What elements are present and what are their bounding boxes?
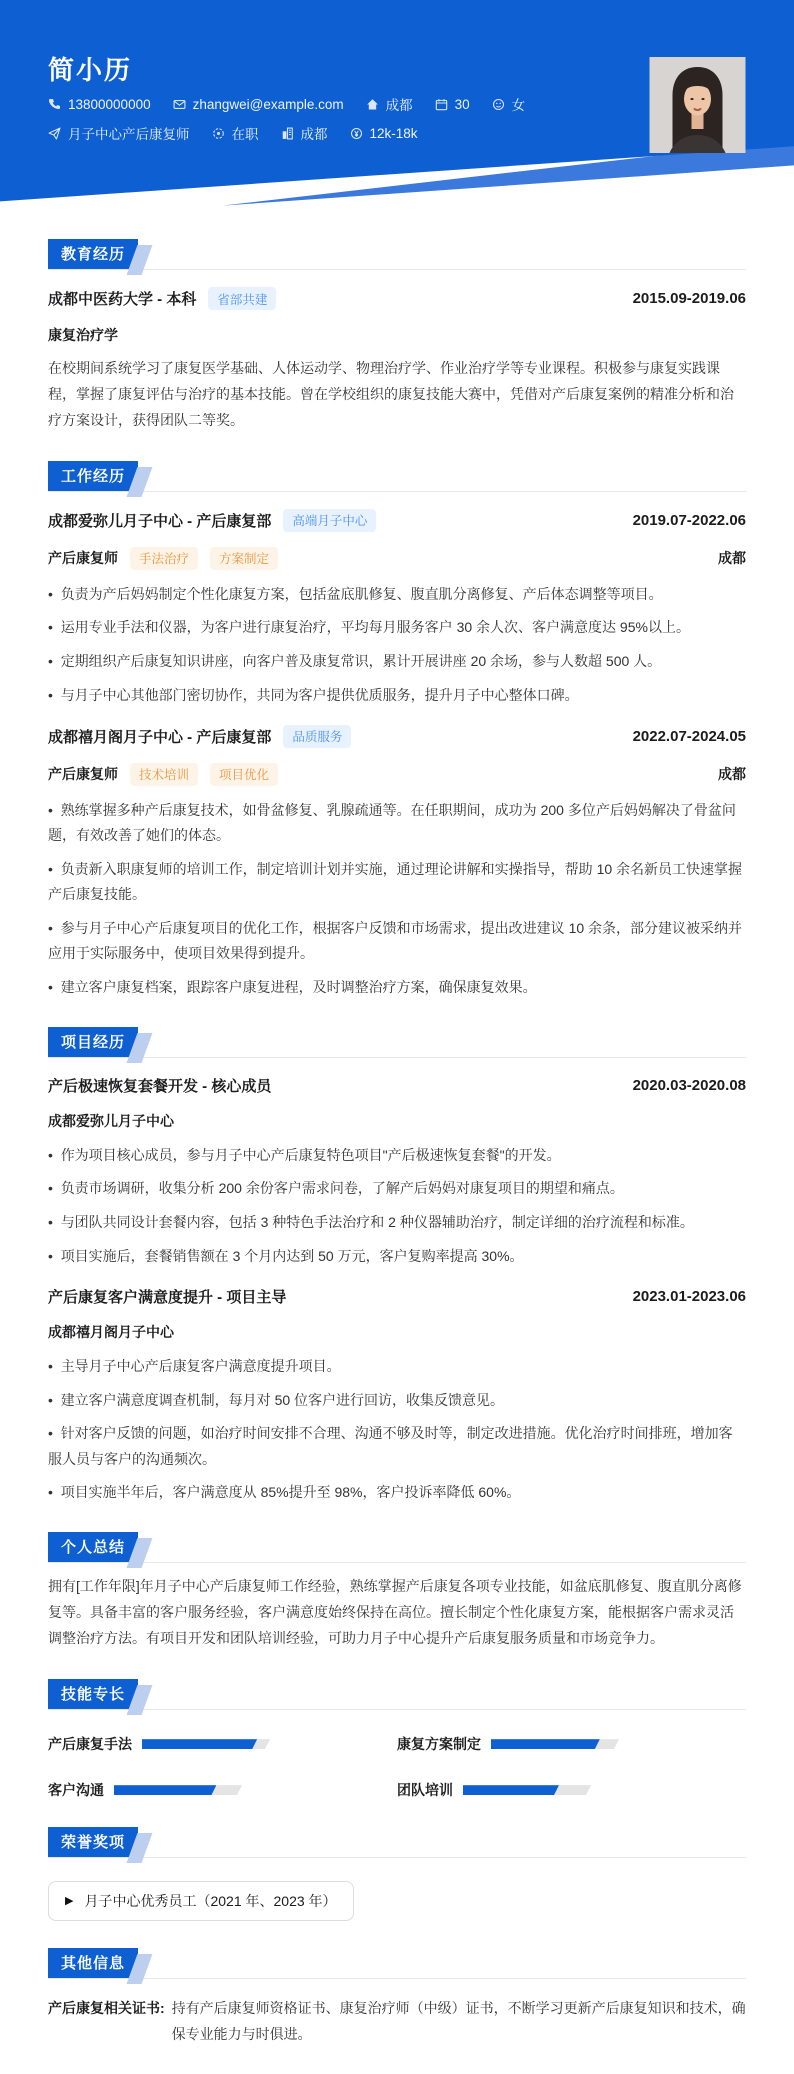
role-tag: 技术培训	[130, 763, 198, 786]
school-tag: 省部共建	[208, 287, 276, 310]
section-work	[48, 461, 746, 1000]
project-date: 2023.01-2023.06	[632, 1287, 746, 1305]
job-city-value: 成都	[300, 127, 328, 142]
salary-icon	[350, 127, 363, 140]
skill-label: 团队培训	[397, 1782, 453, 1799]
honor-text: 月子中心优秀员工（2021 年、2023 年）	[84, 1893, 337, 1910]
skill-bar-track	[114, 1785, 242, 1795]
salary-value: 12k-18k	[369, 125, 418, 141]
education-date: 2015.09-2019.06	[632, 290, 746, 307]
education-description: 在校期间系统学习了康复医学基础、人体运动学、物理治疗学、作业治疗学等专业课程。积极参与康复实践课程，掌握了康复评估与治疗的基本技能。曾在学校组织的康复技能大赛中，凭借对产后康复案例的精准分析和治疗方案设计，获得团队二等奖。	[48, 360, 734, 428]
skills-title-badge: 技能专长	[48, 1679, 138, 1709]
candidate-name: 简小历	[48, 55, 133, 85]
home-icon	[366, 98, 379, 111]
work-bullet: • 建立客户康复档案，跟踪客户康复进程，及时调整治疗方案，确保康复效果。	[48, 975, 746, 1000]
project-bullet: • 项目实施后，套餐销售额在 3 个月内达到 50 万元，客户复购率提高 30%。	[48, 1244, 746, 1269]
certificate-label: 产后康复相关证书:	[48, 2000, 165, 2017]
gender-item	[492, 94, 526, 114]
skill-bar-fill	[491, 1739, 600, 1749]
work-location: 成都	[718, 550, 746, 567]
job-title-value: 月子中心产后康复师	[68, 127, 190, 142]
gender-icon	[492, 98, 505, 111]
section-other	[48, 1948, 746, 2074]
certificate-row	[48, 1996, 746, 2074]
school-name: 成都中医药大学 - 本科	[48, 291, 197, 308]
home-city-value: 成都	[385, 98, 413, 113]
project-bullet: • 建立客户满意度调查机制，每月对 50 位客户进行回访，收集反馈意见。	[48, 1388, 746, 1413]
work-bullet: • 参与月子中心产后康复项目的优化工作，根据客户反馈和市场需求，提出改进建议 10 余条，部分建议被采纳并应用于实际服务中，使项目效果得到提升。	[48, 916, 746, 966]
email-value: zhangwei@example.com	[192, 96, 344, 112]
mail-icon	[173, 98, 186, 111]
section-projects	[48, 1027, 746, 1506]
work-bullet: • 负责为产后妈妈制定个性化康复方案，包括盆底肌修复、腹直肌分离修复、产后体态调整等项目。	[48, 582, 746, 607]
job-status-item	[212, 123, 259, 143]
job-status-value: 在职	[231, 127, 259, 142]
work-entry	[48, 725, 746, 1000]
project-entry	[48, 1286, 746, 1505]
status-icon	[212, 127, 225, 140]
skill-bar-fill	[463, 1785, 559, 1795]
work-bullet: • 定期组织产后康复知识讲座，向客户普及康复常识，累计开展讲座 20 余场，参与人数超 500 人。	[48, 649, 746, 674]
company-tag: 高端月子中心	[283, 509, 376, 532]
project-date: 2020.03-2020.08	[632, 1076, 746, 1094]
phone-icon	[48, 98, 61, 111]
section-skills	[48, 1679, 746, 1800]
other-title-badge: 其他信息	[48, 1948, 138, 1978]
work-bullet: • 与月子中心其他部门密切协作，共同为客户提供优质服务，提升月子中心整体口碑。	[48, 683, 746, 708]
work-bullet: • 运用专业手法和仪器，为客户进行康复治疗，平均每月服务客户 30 余人次、客户满意度达 95%以上。	[48, 615, 746, 640]
education-entry-row	[48, 287, 746, 310]
project-name: 产后极速恢复套餐开发 - 核心成员	[48, 1077, 272, 1095]
phone-item	[48, 97, 151, 112]
project-bullet: • 项目实施半年后，客户满意度从 85%提升至 98%，客户投诉率降低 60%。	[48, 1480, 746, 1505]
work-title-badge: 工作经历	[48, 461, 138, 491]
role-name: 产后康复师	[48, 766, 118, 783]
skill-label: 客户沟通	[48, 1782, 104, 1799]
projects-header	[48, 1027, 746, 1058]
skill-bar-track	[491, 1739, 619, 1749]
work-header	[48, 461, 746, 492]
education-title-badge: 教育经历	[48, 239, 138, 269]
work-bullet: • 负责新入职康复师的培训工作，制定培训计划并实施，通过理论讲解和实操指导，帮助 10 余名新员工快速掌握产后康复技能。	[48, 857, 746, 907]
project-bullet: • 主导月子中心产后康复客户满意度提升项目。	[48, 1354, 746, 1379]
project-org: 成都禧月阁月子中心	[48, 1323, 174, 1340]
project-bullet: • 针对客户反馈的问题，如治疗时间安排不合理、沟通不够及时等，制定改进措施。优化治疗时间排班，增加客服人员与客户的沟通频次。	[48, 1421, 746, 1471]
contact-row-secondary	[48, 123, 418, 143]
other-header	[48, 1948, 746, 1979]
salary-item	[350, 126, 418, 141]
resume-header	[0, 0, 794, 212]
skill-label: 产后康复手法	[48, 1736, 132, 1753]
honor-item[interactable]	[48, 1881, 354, 1921]
summary-header	[48, 1532, 746, 1563]
skills-header	[48, 1679, 746, 1710]
job-title-item	[48, 123, 190, 143]
section-education	[48, 239, 746, 434]
age-value: 30	[454, 96, 470, 112]
company-name: 成都禧月阁月子中心 - 产后康复部	[48, 728, 272, 746]
skill-item	[48, 1734, 397, 1754]
honors-header	[48, 1827, 746, 1858]
summary-title-badge: 个人总结	[48, 1532, 138, 1562]
work-date: 2022.07-2024.05	[632, 727, 746, 745]
summary-text: 拥有[工作年限]年月子中心产后康复师工作经验，熟练掌握产后康复各项专业技能，如盆底肌修复、腹直肌分离修复等。具备丰富的客户服务经验，客户满意度始终保持在高位。擅长制定个性化康复方案，能根据客户需求灵活调整治疗方法。有项目开发和团队培训经验，可助力月子中心提升产后康复服务质量和市场竞争力。	[48, 1578, 742, 1647]
phone-value: 13800000000	[68, 96, 151, 112]
work-entry	[48, 509, 746, 708]
profile-photo	[649, 57, 746, 153]
skill-item	[48, 1780, 397, 1800]
education-header	[48, 239, 746, 270]
contact-row-primary	[48, 94, 525, 114]
building-icon	[281, 127, 294, 140]
education-major: 康复治疗学	[48, 327, 118, 343]
project-bullet: • 负责市场调研，收集分析 200 余份客户需求问卷，了解产后妈妈对康复项目的期望和痛点。	[48, 1176, 746, 1201]
age-item	[435, 97, 470, 112]
project-org: 成都爱弥儿月子中心	[48, 1112, 174, 1129]
skill-bar-track	[463, 1785, 591, 1795]
role-tag: 手法治疗	[130, 547, 198, 570]
work-date: 2019.07-2022.06	[632, 511, 746, 529]
section-summary	[48, 1532, 746, 1652]
paper-plane-icon	[48, 127, 61, 140]
projects-title-badge: 项目经历	[48, 1027, 138, 1057]
project-name: 产后康复客户满意度提升 - 项目主导	[48, 1288, 287, 1306]
skill-bar-fill	[114, 1785, 216, 1795]
project-entry	[48, 1075, 746, 1269]
email-item	[173, 97, 344, 112]
honors-title-badge: 荣誉奖项	[48, 1827, 138, 1857]
calendar-icon	[435, 98, 448, 111]
job-city-item	[281, 123, 328, 143]
skill-label: 康复方案制定	[397, 1736, 481, 1753]
project-bullet: • 与团队共同设计套餐内容，包括 3 种特色手法治疗和 2 种仪器辅助治疗，制定详细的治疗流程和标准。	[48, 1210, 746, 1235]
certificate-text: 持有产后康复师资格证书、康复治疗师（中级）证书，不断学习更新产后康复知识和技术，确保专业能力与时俱进。	[171, 2000, 746, 2042]
home-city-item	[366, 94, 413, 114]
role-tag: 项目优化	[210, 763, 278, 786]
skill-bar-fill	[142, 1739, 257, 1749]
skill-item	[397, 1780, 746, 1800]
gender-value: 女	[511, 98, 526, 113]
section-honors	[48, 1827, 746, 1921]
work-bullet: • 熟练掌握多种产后康复技术，如骨盆修复、乳腺疏通等。在任职期间，成功为 200 多位产后妈妈解决了骨盆问题，有效改善了她们的体态。	[48, 798, 746, 848]
project-bullet: • 作为项目核心成员，参与月子中心产后康复特色项目"产后极速恢复套餐"的开发。	[48, 1143, 746, 1168]
skill-bar-track	[142, 1739, 270, 1749]
triangle-icon: ▶	[65, 1894, 74, 1907]
work-location: 成都	[718, 766, 746, 783]
skill-item	[397, 1734, 746, 1754]
role-name: 产后康复师	[48, 550, 118, 567]
role-tag: 方案制定	[210, 547, 278, 570]
company-name: 成都爱弥儿月子中心 - 产后康复部	[48, 512, 272, 530]
company-tag: 品质服务	[283, 725, 351, 748]
